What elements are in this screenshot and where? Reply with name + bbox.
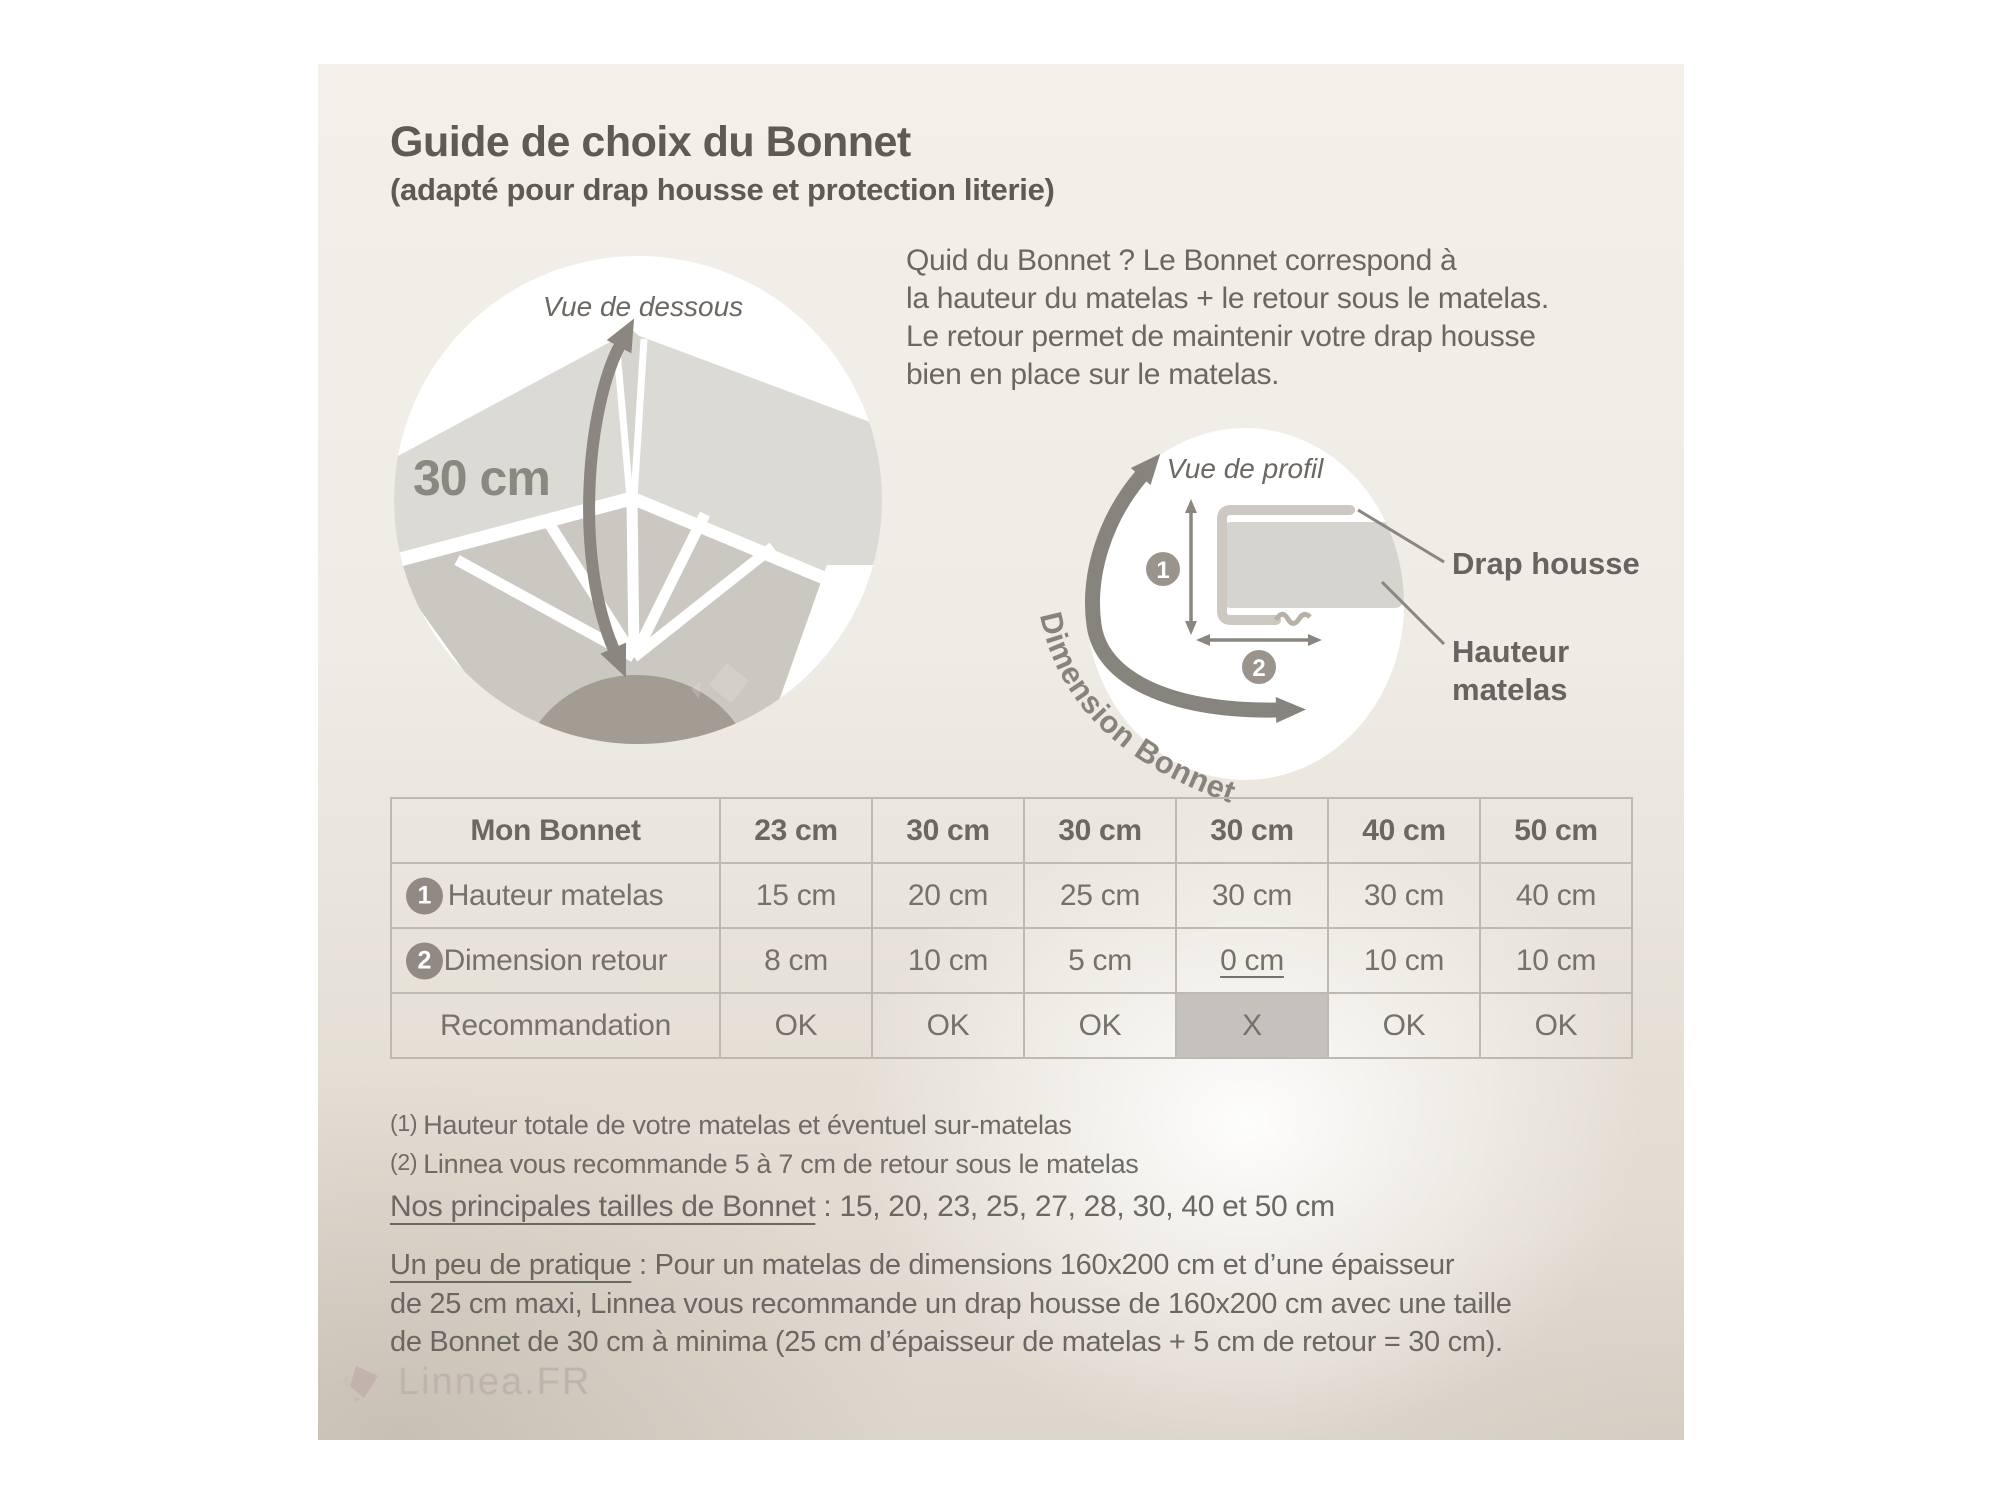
header-cell: 30 cm (1024, 798, 1176, 863)
bonnet-guide-panel (318, 64, 1684, 1440)
bonnet-measurement-label: 30 cm (413, 450, 550, 506)
table-cell: 5 cm (1024, 928, 1176, 993)
mattress-profile (1222, 522, 1404, 608)
bonnet-sizes-line (390, 1190, 1335, 1224)
table-cell: OK (1328, 993, 1480, 1058)
table-cell: 10 cm (1480, 928, 1632, 993)
badge-2-number: 2 (1252, 655, 1266, 682)
table-cell: 10 cm (872, 928, 1024, 993)
footnote-1-text: Hauteur totale de votre matelas et éventuel sur-matelas (423, 1110, 1072, 1140)
mattress-label-line2: matelas (1452, 672, 1568, 707)
footnote-2-marker: (2) (390, 1149, 418, 1175)
footnote-2-text: Linnea vous recommande 5 à 7 cm de retour sous le matelas (423, 1149, 1139, 1179)
profile-view-diagram (1020, 410, 1660, 830)
row-badge-1: 1 (406, 877, 443, 914)
badge-1-number: 1 (1156, 557, 1170, 584)
footnote-1-marker: (1) (390, 1110, 418, 1136)
page-title: Guide de choix du Bonnet (390, 118, 911, 166)
table-cell: 15 cm (720, 863, 872, 928)
page-subtitle: (adapté pour drap housse et protection literie) (390, 172, 1055, 207)
row-label: Dimension retour (443, 943, 668, 977)
intro-line: la hauteur du matelas + le retour sous le matelas. (906, 282, 1549, 315)
table-cell: 20 cm (872, 863, 1024, 928)
intro-line: Le retour permet de maintenir votre drap housse (906, 320, 1536, 353)
bonnet-size-table (390, 797, 1633, 1059)
profile-view-caption: Vue de profil (1166, 453, 1324, 484)
table-row-mattress-height (391, 863, 1632, 928)
mattress-label-line1: Hauteur (1452, 634, 1570, 669)
header-cell: Mon Bonnet (391, 798, 720, 863)
table-cell: 40 cm (1480, 863, 1632, 928)
footnote-2 (390, 1145, 1139, 1184)
table-cell: 8 cm (720, 928, 872, 993)
brand-logo-text: Linnea.FR (398, 1360, 592, 1403)
intro-line: Quid du Bonnet ? Le Bonnet correspond à (906, 244, 1457, 277)
row-label: Hauteur matelas (447, 878, 664, 912)
header-cell: 30 cm (1176, 798, 1328, 863)
header-cell: 50 cm (1480, 798, 1632, 863)
dimension-bonnet-arc-label: Dimension Bonnet (1032, 608, 1241, 810)
brand-logo (338, 1360, 591, 1404)
table-cell: 30 cm (1176, 863, 1328, 928)
row-label-cell (391, 928, 720, 993)
row-label-cell (391, 863, 720, 928)
underlined-value: 0 cm (1220, 943, 1284, 977)
practice-line: de Bonnet de 30 cm à minima (25 cm d’épaisseur de matelas + 5 cm de retour = 30 cm). (390, 1326, 1503, 1358)
table-cell: OK (872, 993, 1024, 1058)
footnotes (390, 1106, 1139, 1184)
practice-line1-rest: : Pour un matelas de dimensions 160x200 cm et d’une épaisseur (631, 1249, 1455, 1281)
header-cell: 23 cm (720, 798, 872, 863)
table-cell: 30 cm (1328, 863, 1480, 928)
table-cell (1176, 928, 1328, 993)
bottom-view-caption: Vue de dessous (542, 291, 744, 322)
practice-line (390, 1246, 1512, 1285)
footnote-1 (390, 1106, 1139, 1145)
row-label: Recommandation (440, 1008, 671, 1042)
bonnet-sizes-list: : 15, 20, 23, 25, 27, 28, 30, 40 et 50 cm (815, 1190, 1335, 1223)
table-cell: OK (720, 993, 872, 1058)
header-cell: 30 cm (872, 798, 1024, 863)
practice-lead: Un peu de pratique (390, 1249, 632, 1281)
table-row-return-dimension (391, 928, 1632, 993)
table-cell: 25 cm (1024, 863, 1176, 928)
practice-line: de 25 cm maxi, Linnea vous recommande un drap housse de 160x200 cm avec une taille (390, 1287, 1512, 1320)
row-label-cell (391, 993, 720, 1058)
linnea-diamond-icon (338, 1360, 382, 1404)
practice-paragraph (390, 1246, 1512, 1362)
header-cell: 40 cm (1328, 798, 1480, 863)
table-cell: OK (1480, 993, 1632, 1058)
table-cell: 10 cm (1328, 928, 1480, 993)
sheet-label: Drap housse (1452, 546, 1640, 581)
bottom-view-diagram (393, 255, 883, 745)
table-row-recommendation (391, 993, 1632, 1058)
table-cell: OK (1024, 993, 1176, 1058)
table-cell-not-recommended: X (1176, 993, 1328, 1058)
intro-line: bien en place sur le matelas. (906, 358, 1280, 391)
table-header-row (391, 798, 1632, 863)
row-badge-2: 2 (406, 942, 443, 979)
intro-paragraph (906, 242, 1549, 394)
bonnet-sizes-lead: Nos principales tailles de Bonnet (390, 1190, 816, 1223)
